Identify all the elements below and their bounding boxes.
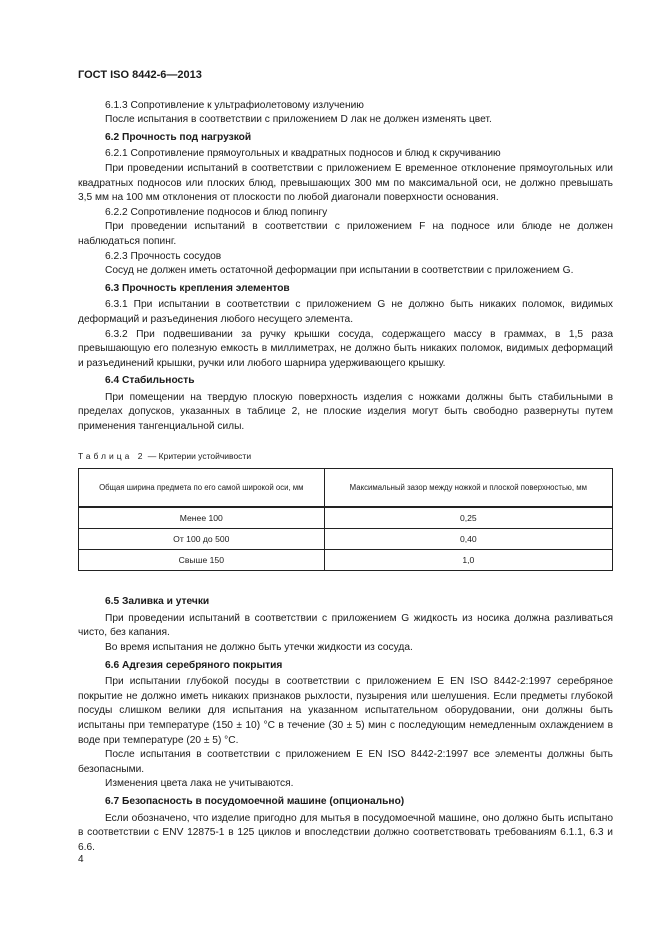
table-caption: [78, 449, 613, 464]
table-header-row: [79, 469, 613, 508]
table-cell: Свыше 150: [79, 550, 325, 571]
paragraph: При проведении испытаний в соответствии с приложением G жидкость из носика должна разливаться чисто, без капания.: [78, 612, 613, 639]
paragraph: 6.1.3 Сопротивление к ультрафиолетовому излучению: [105, 99, 364, 111]
table-cell: 1,0: [324, 550, 612, 571]
document-page: [78, 68, 613, 855]
paragraph: 6.2.2 Сопротивление подносов и блюд попингу: [105, 206, 328, 218]
paragraph: При испытании глубокой посуды в соответствии с приложением E EN ISO 8442-2:1997 серебряное покрытие не должно иметь никаких признаков рыхлости, пузырения или шелушения. Если предметы глубокой посуды слишком велики для испытания на указанном испытательном оборудовании, они должны быть испытаны при температуре (150 ± 10) °C в течение (30 ± 5) мин с последующим немедленным охлаждением в воде при температуре (20 ± 5) °C.: [78, 676, 613, 746]
paragraph: При помещении на твердую плоскую поверхность изделия с ножками должны быть стабильными в пределах допусков, указанных в таблице 2, не плоские изделия могут быть свободно развернуты путем применения тангенциальной силы.: [78, 391, 613, 433]
paragraph: При проведении испытаний в соответствии с приложением E временное отклонение прямоугольных или квадратных подносов или плоских блюд, превышающих 300 мм по максимальной оси, не должно превышать 3,5 мм на 100 мм отклонения от плоскости по любой диагонали поверхности основания.: [78, 162, 613, 204]
table-row: [79, 529, 613, 550]
paragraph: 6.2.3 Прочность сосудов: [105, 250, 222, 262]
table-caption-title: — Критерии устойчивости: [145, 450, 252, 461]
section-heading: 6.5 Заливка и утечки: [105, 596, 210, 608]
paragraph: 6.3.1 При испытании в соответствии с приложением G не должно быть никаких поломок, видимых деформаций и разъединения любого несущего элемента.: [78, 299, 613, 325]
page-number: 4: [78, 854, 84, 865]
table-cell: 0,25: [324, 507, 612, 529]
paragraph: Сосуд не должен иметь остаточной деформации при испытании в соответствии с приложением G.: [105, 265, 574, 277]
paragraph: Изменения цвета лака не учитываются.: [105, 778, 294, 790]
table-header-gap: Максимальный зазор между ножкой и плоской поверхностью, мм: [324, 469, 612, 508]
paragraph: Если обозначено, что изделие пригодно для мытья в посудомоечной машине, оно должно быть испытано в соответствии с ENV 12875-1 в 125 циклов и впоследствии должно соответствовать требованиям 6.1.1, 6.3 и 6.6.: [78, 812, 613, 853]
section-heading: 6.6 Адгезия серебряного покрытия: [105, 659, 283, 671]
document-code: ГОСТ ISO 8442-6—2013: [78, 69, 202, 81]
paragraph: Во время испытания не должно быть утечки жидкости из сосуда.: [105, 642, 413, 654]
paragraph: После испытания в соответствии с приложением E EN ISO 8442-2:1997 все элементы должны быть безопасными.: [78, 749, 613, 775]
paragraph: После испытания в соответствии с приложением D лак не должен изменять цвет.: [105, 114, 492, 126]
paragraph: 6.2.1 Сопротивление прямоугольных и квадратных подносов и блюд к скручиванию: [105, 148, 501, 160]
table-caption-label: Таблица 2: [78, 450, 146, 461]
paragraph: 6.3.2 При подвешивании за ручку крышки сосуда, содержащего массу в граммах, в 1,5 раза превышающую его полезную емкость в миллиметрах, не должно быть никаких поломок, видимых деформаций и разъединений крышки, ручки или любого шарнира удерживающего крышку.: [78, 328, 613, 369]
paragraph: При проведении испытаний в соответствии с приложением F на подносе или блюде не должен наблюдаться попинг.: [78, 221, 613, 247]
stability-table: [78, 468, 613, 571]
section-heading: 6.4 Стабильность: [105, 375, 195, 387]
table-cell: От 100 до 500: [79, 529, 325, 550]
sections-before-table: [78, 99, 613, 435]
table-cell: Менее 100: [79, 507, 325, 529]
table-row: [79, 507, 613, 529]
section-heading: 6.2 Прочность под нагрузкой: [105, 131, 252, 143]
sections-after-table: [78, 595, 613, 855]
section-heading: 6.7 Безопасность в посудомоечной машине (опционально): [105, 795, 405, 807]
table-header-width: Общая ширина предмета по его самой широкой оси, мм: [79, 469, 325, 508]
section-heading: 6.3 Прочность крепления элементов: [105, 282, 290, 294]
table-cell: 0,40: [324, 529, 612, 550]
table-row: [79, 550, 613, 571]
